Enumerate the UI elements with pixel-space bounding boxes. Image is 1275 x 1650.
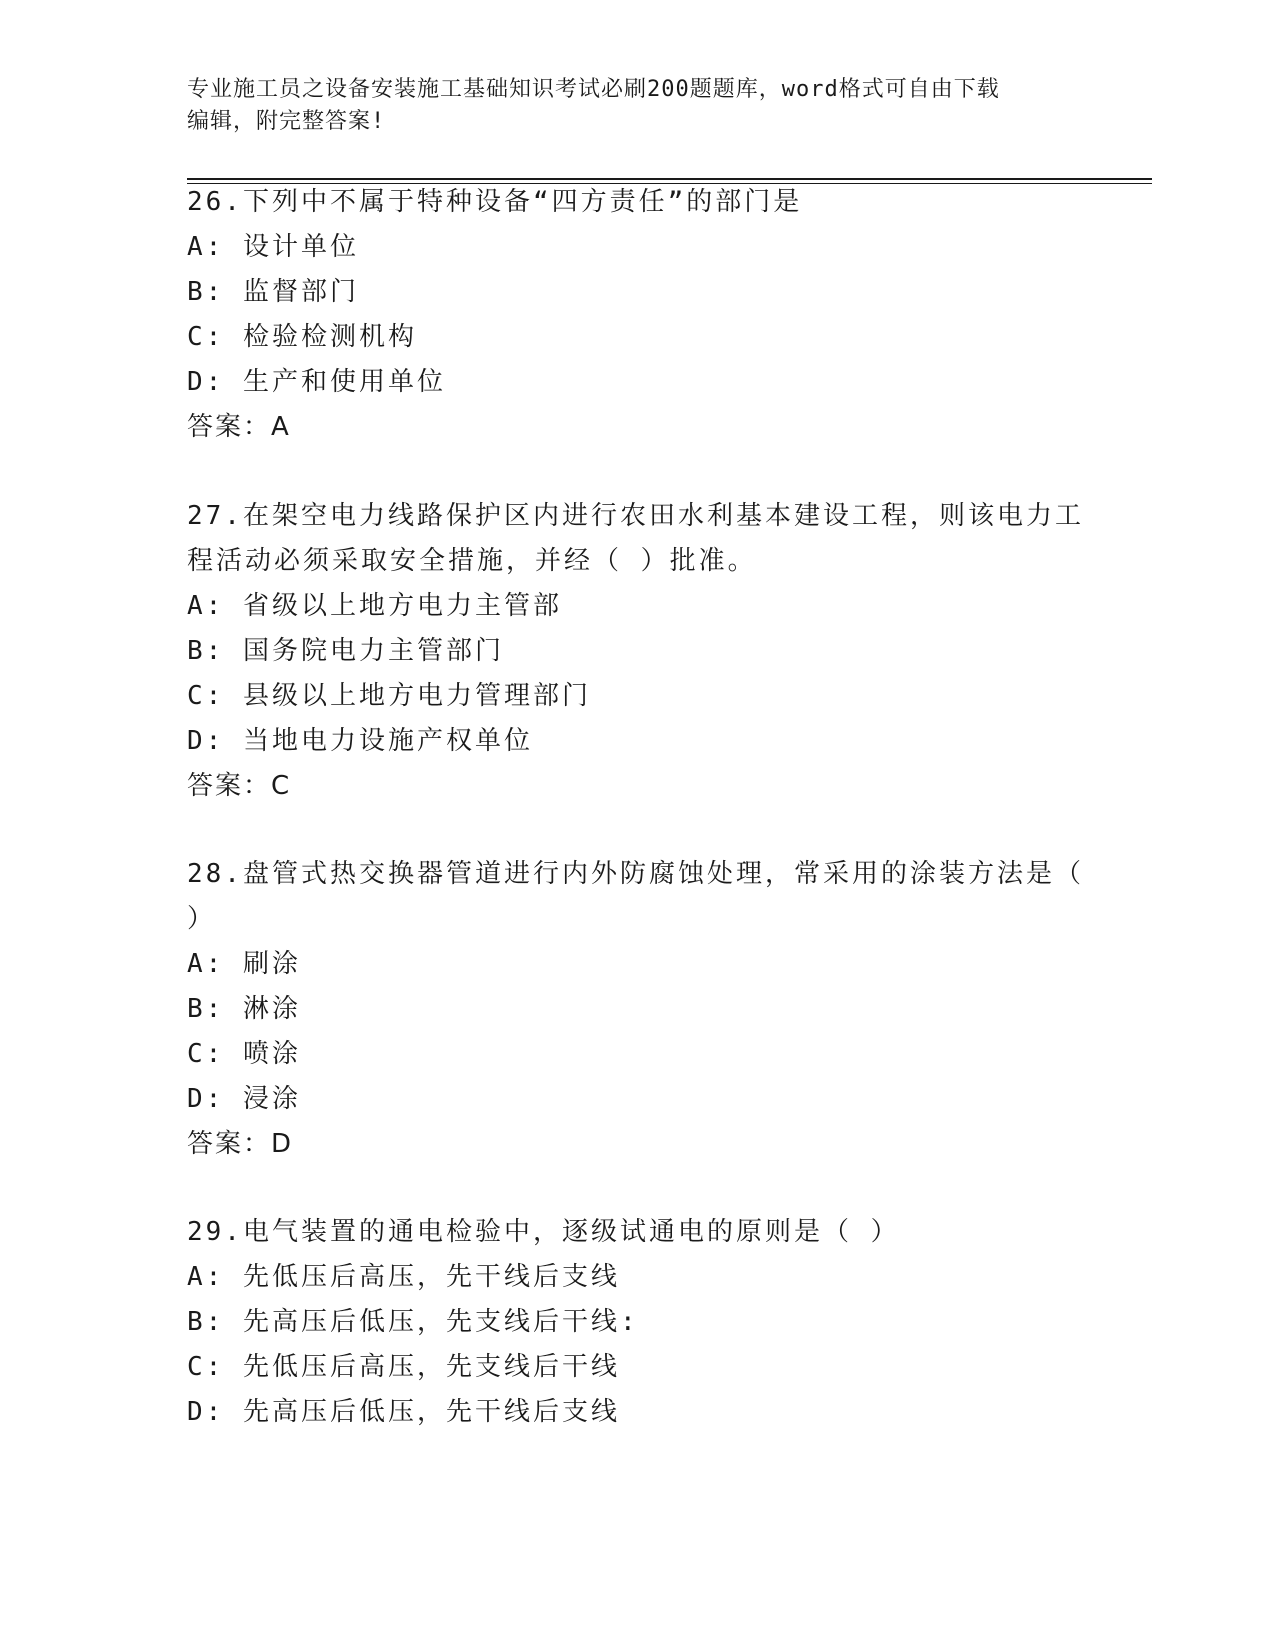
option-a: A: 先低压后高压，先干线后支线 [187, 1262, 620, 1292]
question-stem: 29.电气装置的通电检验中，逐级试通电的原则是（ ） [187, 1217, 900, 1247]
option-b: B: 监督部门 [187, 277, 359, 307]
option-c: C: 县级以上地方电力管理部门 [187, 681, 591, 711]
question-27 [187, 494, 1087, 809]
option-a: A: 刷涂 [187, 949, 301, 979]
question-stem-line-1: 27.在架空电力线路保护区内进行农田水利基本建设工程，则该电力工 [187, 501, 1084, 531]
option-c: C: 喷涂 [187, 1039, 301, 1069]
document-header [187, 74, 1067, 138]
question-28 [187, 852, 1087, 1167]
answer-label: 答案：D [187, 1129, 294, 1159]
option-c: C: 检验检测机构 [187, 322, 417, 352]
option-d: D: 先高压后低压，先干线后支线 [187, 1397, 620, 1427]
question-stem: 26.下列中不属于特种设备“四方责任”的部门是 [187, 187, 803, 217]
question-29 [187, 1210, 1087, 1435]
option-b: B: 先高压后低压，先支线后干线: [187, 1307, 639, 1337]
answer-label: 答案：A [187, 412, 291, 442]
option-b: B: 淋涂 [187, 994, 301, 1024]
option-d: D: 浸涂 [187, 1084, 301, 1114]
option-c: C: 先低压后高压，先支线后干线 [187, 1352, 620, 1382]
option-b: B: 国务院电力主管部门 [187, 636, 504, 666]
question-stem-line-1: 28.盘管式热交换器管道进行内外防腐蚀处理，常采用的涂装方法是（ [187, 859, 1084, 889]
answer-label: 答案：C [187, 771, 292, 801]
option-d: D: 当地电力设施产权单位 [187, 726, 533, 756]
option-d: D: 生产和使用单位 [187, 367, 446, 397]
question-stem-line-2: 程活动必须采取安全措施，并经（ ）批准。 [187, 546, 757, 576]
header-line-2: 编辑，附完整答案! [187, 109, 386, 134]
question-26 [187, 180, 1087, 450]
question-stem-line-2: ） [187, 904, 217, 934]
option-a: A: 设计单位 [187, 232, 359, 262]
option-a: A: 省级以上地方电力主管部 [187, 591, 562, 621]
header-line-1: 专业施工员之设备安装施工基础知识考试必刷200题题库，word格式可自由下载 [187, 77, 1000, 102]
